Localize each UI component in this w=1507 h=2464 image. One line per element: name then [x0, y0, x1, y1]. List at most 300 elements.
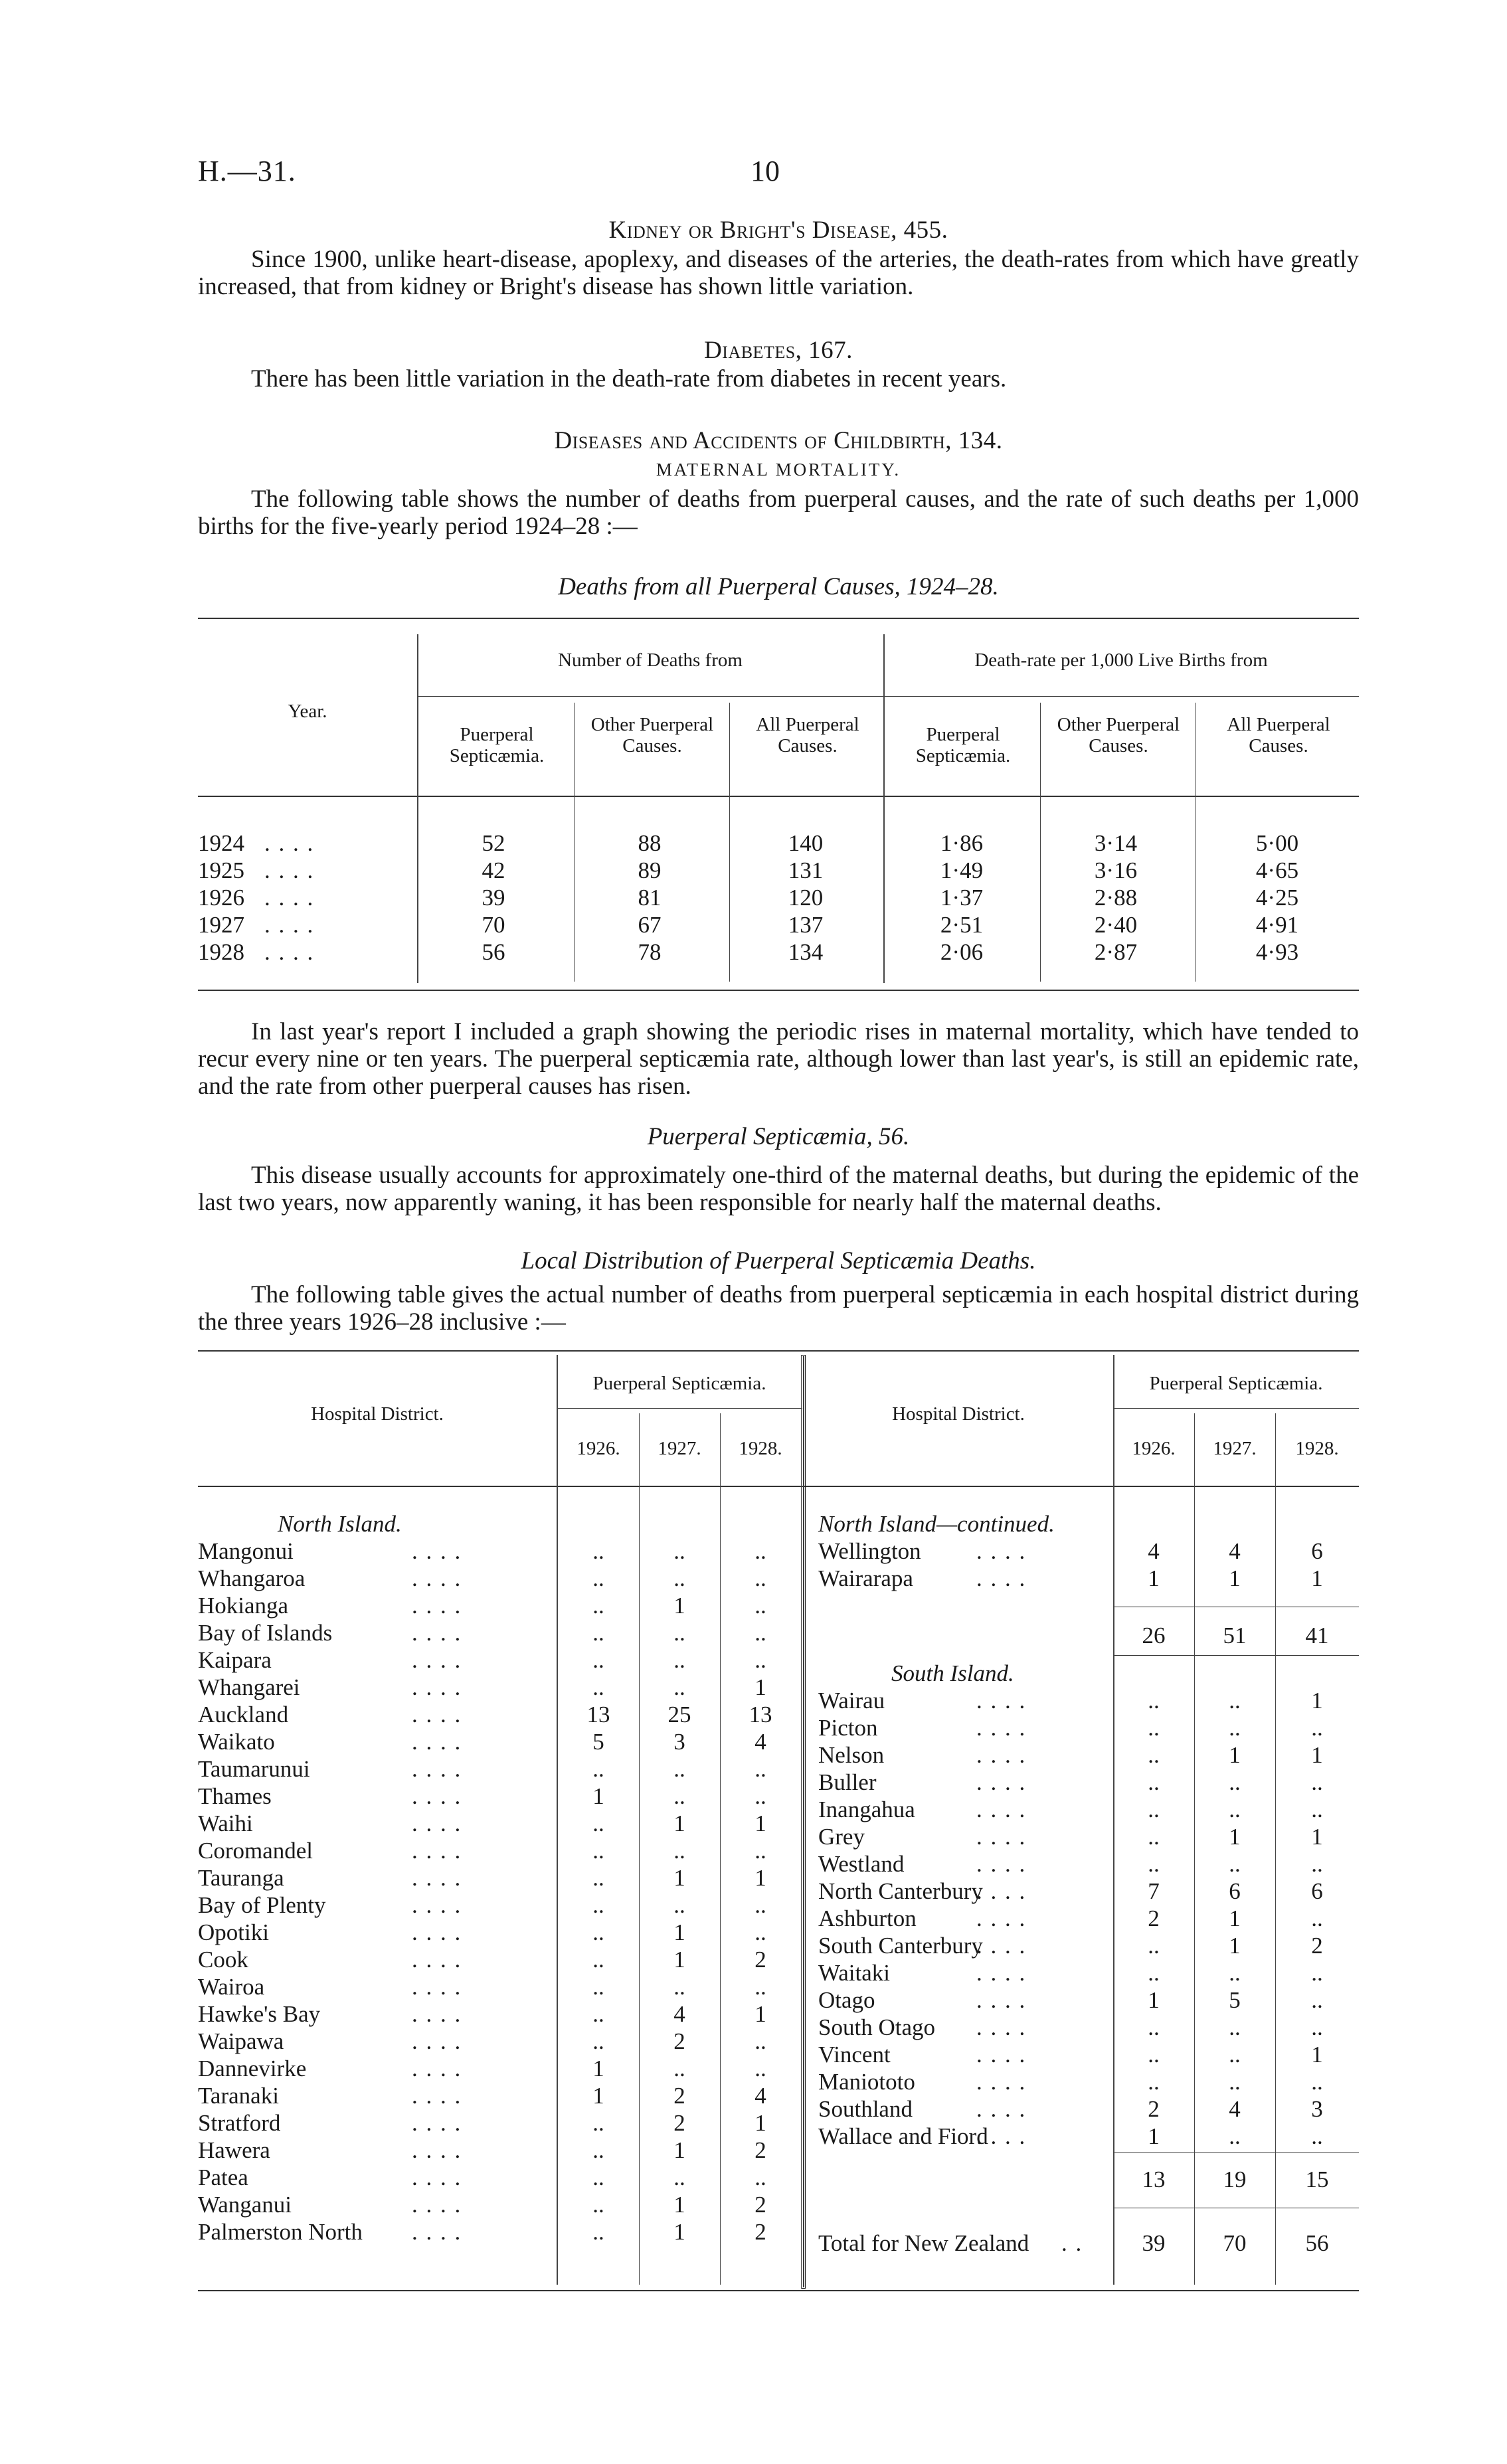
deaths-1926-cell: ..	[592, 2164, 604, 2190]
deaths-1928-cell: ..	[1311, 1715, 1323, 1741]
deaths-all-cell: 134	[788, 939, 824, 965]
leader-dots: . . . .	[976, 2042, 1027, 2068]
maternal-mortality-paragraph: In last year's report I included a graph showing the periodic rises in maternal mortality, which have tended to recur every nine or ten years. The puerperal septicæmia rate, although lower than last year's, is still an epidemic rate, and the rate from other puerperal causes has risen.	[198, 1018, 1359, 1100]
deaths-1928-cell: 1	[754, 2110, 766, 2136]
right-septicaemia-group-header: Puerperal Septicæmia.	[1149, 1373, 1323, 1394]
district-name-cell: Waitaki	[818, 1960, 890, 1986]
table-row	[0, 1851, 1507, 1878]
deaths-all-header: All Puerperal Causes.	[756, 714, 859, 756]
deaths-1927-cell: 25	[667, 1702, 691, 1727]
deaths-1928-cell: 1	[754, 1674, 766, 1700]
leader-dots: . . . .	[976, 2014, 1027, 2040]
deaths-1927-cell: ..	[673, 1674, 685, 1700]
table-row	[198, 885, 1359, 912]
deaths-1926-cell: ..	[592, 1620, 604, 1646]
deaths-1927-cell: ..	[673, 1538, 685, 1564]
leader-dots: . . . .	[264, 857, 315, 883]
deaths-1926-cell: 1	[592, 1783, 604, 1809]
deaths-1928-cell: ..	[754, 1538, 766, 1564]
subtotal-1928-cell: 41	[1305, 1623, 1329, 1648]
deaths-1927-cell: ..	[1229, 2123, 1241, 2149]
leader-dots: . . . .	[412, 2110, 462, 2136]
deaths-1928-cell: ..	[754, 1892, 766, 1918]
leader-dots: . . . .	[412, 1702, 462, 1727]
septicaemia-heading: Puerperal Septicæmia, 56.	[647, 1123, 910, 1150]
subtotal-1926-cell: 26	[1142, 1623, 1166, 1648]
leader-dots: . . . .	[412, 1756, 462, 1782]
district-name-cell: Grey	[818, 1824, 865, 1850]
deaths-1927-cell: ..	[673, 1647, 685, 1673]
leader-dots: . . . .	[976, 1960, 1027, 1986]
district-name-cell: Dannevirke	[198, 2056, 307, 2081]
district-name-cell: Auckland	[198, 1702, 289, 1727]
deaths-1927-cell: ..	[1229, 2014, 1241, 2040]
subtotal-1927-cell: 19	[1223, 2166, 1247, 2192]
diabetes-paragraph: There has been little variation in the death-rate from diabetes in recent years.	[251, 365, 1007, 393]
district-name-cell: Opotiki	[198, 1919, 269, 1945]
district-name-cell: Nelson	[818, 1742, 885, 1768]
district-name-cell: Taranaki	[198, 2083, 279, 2109]
deaths-1927-cell: 1	[673, 1919, 685, 1945]
deaths-1926-cell: ..	[592, 1974, 604, 2000]
septicaemia-paragraph: This disease usually accounts for approximately one-third of the maternal deaths, but during the epidemic of the last two years, now apparently waning, it has been responsible for nearly half the maternal deaths.	[198, 1162, 1359, 1216]
leader-dots: . . . .	[976, 2069, 1027, 2095]
deaths-all-cell: 137	[788, 912, 824, 938]
deaths-other-cell: 88	[638, 830, 662, 856]
deaths-1928-cell: ..	[754, 1974, 766, 2000]
deaths-1928-cell: 1	[1311, 1688, 1323, 1714]
deaths-1928-cell: 2	[754, 2137, 766, 2163]
deaths-1927-cell: ..	[673, 2164, 685, 2190]
district-name-cell: Hawke's Bay	[198, 2001, 321, 2027]
deaths-1926-cell: ..	[1148, 1688, 1160, 1714]
district-name-cell: Westland	[818, 1851, 905, 1877]
rate-all-cell: 4·93	[1255, 939, 1299, 965]
district-name-cell: Waihi	[198, 1810, 253, 1836]
deaths-other-cell: 81	[638, 885, 662, 911]
left-hospital-district-header: Hospital District.	[311, 1403, 444, 1425]
deaths-1928-cell: ..	[1311, 1960, 1323, 1986]
deaths-1928-cell: ..	[754, 1756, 766, 1782]
district-name-cell: Mangonui	[198, 1538, 294, 1564]
table-row	[0, 1987, 1507, 2014]
deaths-1927-cell: ..	[1229, 1960, 1241, 1986]
deaths-1928-cell: 6	[1311, 1878, 1323, 1904]
deaths-1926-cell: ..	[1148, 2069, 1160, 2095]
district-name-cell: Taumarunui	[198, 1756, 310, 1782]
district-name-cell: Wairau	[818, 1688, 885, 1714]
deaths-1928-cell: 1	[754, 1810, 766, 1836]
district-name-cell: South Canterbury	[818, 1933, 983, 1959]
deaths-1926-cell: ..	[1148, 1824, 1160, 1850]
leader-dots: . . . .	[976, 1742, 1027, 1768]
deaths-all-cell: 140	[788, 830, 824, 856]
district-name-cell: Tauranga	[198, 1865, 284, 1891]
deaths-1928-cell: ..	[1311, 1769, 1323, 1795]
deaths-other-cell: 78	[638, 939, 662, 965]
rate-other-cell: 2·88	[1094, 885, 1138, 911]
deaths-1926-cell: ..	[592, 1756, 604, 1782]
leader-dots: . . . .	[412, 1810, 462, 1836]
deaths-1927-cell: ..	[673, 1892, 685, 1918]
table-row	[0, 1688, 1507, 1715]
deaths-1927-cell: 1	[1229, 1742, 1241, 1768]
deaths-1926-cell: ..	[1148, 1742, 1160, 1768]
deaths-1927-cell: ..	[673, 1620, 685, 1646]
leader-dots: . . . .	[412, 1892, 462, 1918]
deaths-1928-cell: ..	[1311, 1797, 1323, 1822]
deaths-1928-cell: 1	[1311, 1565, 1323, 1591]
district-name-cell: Bay of Plenty	[198, 1892, 326, 1918]
deaths-1928-cell: ..	[754, 1919, 766, 1945]
grand-total-1928-cell: 56	[1305, 2230, 1329, 2256]
leader-dots: . . . .	[264, 939, 315, 965]
deaths-1927-cell: ..	[1229, 1715, 1241, 1741]
deaths-1926-cell: ..	[1148, 1933, 1160, 1959]
deaths-1926-cell: 7	[1148, 1878, 1160, 1904]
district-name-cell: Wairoa	[198, 1974, 265, 2000]
district-name-cell: North Canterbury	[818, 1878, 983, 1904]
deaths-1927-cell: ..	[673, 1783, 685, 1809]
district-name-cell: Picton	[818, 1715, 878, 1741]
deaths-1927-cell: 4	[1229, 2096, 1241, 2122]
deaths-1928-cell: ..	[754, 1620, 766, 1646]
deaths-1927-cell: 2	[673, 2083, 685, 2109]
deaths-1926-cell: ..	[592, 1538, 604, 1564]
deaths-1926-cell: ..	[592, 1947, 604, 1973]
deaths-1927-cell: 1	[1229, 1824, 1241, 1850]
leader-dots: . . . .	[976, 1538, 1027, 1564]
rate-septicaemia-header: Puerperal Septicæmia.	[915, 724, 1011, 766]
section-heading-text: South Island.	[891, 1660, 1014, 1686]
rate-septicaemia-cell: 1·37	[940, 885, 984, 911]
district-name-cell: Vincent	[818, 2042, 891, 2068]
deaths-1927-cell: ..	[673, 1838, 685, 1864]
leader-dots: . . . .	[976, 1851, 1027, 1877]
deaths-1927-cell: ..	[673, 2056, 685, 2081]
deaths-1928-cell: ..	[1311, 2014, 1323, 2040]
deaths-1926-cell: ..	[592, 2192, 604, 2218]
deaths-1926-cell: ..	[592, 2137, 604, 2163]
diabetes-heading: Diabetes, 167.	[704, 337, 853, 364]
table-row	[0, 2014, 1507, 2042]
deaths-1927-cell: ..	[673, 1565, 685, 1591]
page-number: 10	[751, 155, 780, 187]
deaths-1926-cell: ..	[592, 2028, 604, 2054]
deaths-1927-cell: 1	[673, 1865, 685, 1891]
childbirth-paragraph: The following table shows the number of deaths from puerperal causes, and the rate of such deaths per 1,000 births for the five-yearly period 1924–28 :—	[198, 485, 1359, 540]
subtotal-1927-cell: 51	[1223, 1623, 1247, 1648]
maternal-mortality-subheading: MATERNAL MORTALITY.	[656, 460, 901, 480]
deaths-1927-cell: 1	[1229, 1905, 1241, 1931]
table-row	[0, 2123, 1507, 2151]
table-row	[0, 1769, 1507, 1797]
leader-dots: . .	[1061, 2230, 1083, 2256]
deaths-1928-cell: 4	[754, 1729, 766, 1755]
deaths-1926-cell: ..	[592, 2001, 604, 2027]
table-row	[0, 1905, 1507, 1933]
leader-dots: . . . .	[412, 2001, 462, 2027]
deaths-other-cell: 67	[638, 912, 662, 938]
subtotal-1926-cell: 13	[1142, 2166, 1166, 2192]
leader-dots: . . . .	[412, 2056, 462, 2081]
deaths-septicaemia-cell: 56	[482, 939, 505, 965]
rate-other-cell: 3·16	[1094, 857, 1138, 883]
table-row	[0, 1797, 1507, 1824]
leader-dots: . . . .	[976, 1824, 1027, 1850]
leader-dots: . . . .	[412, 1674, 462, 1700]
deaths-1927-cell: ..	[1229, 1797, 1241, 1822]
deaths-1927-cell: 3	[673, 1729, 685, 1755]
deaths-1927-cell: 1	[673, 2192, 685, 2218]
table-row	[0, 1878, 1507, 1905]
leader-dots: . . . .	[264, 885, 315, 911]
leader-dots: . . . .	[412, 1538, 462, 1564]
deaths-1927-cell: 4	[1229, 1538, 1241, 1564]
district-name-cell: Stratford	[198, 2110, 281, 2136]
right-year-1926-header: 1926.	[1132, 1438, 1176, 1459]
left-septicaemia-group-header: Puerperal Septicæmia.	[592, 1373, 766, 1394]
deaths-all-cell: 120	[788, 885, 824, 911]
leader-dots: . . . .	[412, 2192, 462, 2218]
deaths-1926-cell: 1	[1148, 1565, 1160, 1591]
district-name-cell: Patea	[198, 2164, 248, 2190]
deaths-1926-cell: ..	[592, 2219, 604, 2245]
year-cell: 1927	[198, 912, 244, 938]
deaths-1928-cell: ..	[1311, 1987, 1323, 2013]
deaths-1927-cell: 1	[673, 1810, 685, 1836]
deaths-1926-cell: ..	[592, 1674, 604, 1700]
south-island-section-heading	[0, 1660, 1507, 1688]
leader-dots: . . . .	[264, 830, 315, 856]
section-heading-text: North Island—continued.	[818, 1511, 1055, 1537]
grand-total-1927-cell: 70	[1223, 2230, 1247, 2256]
deaths-1926-cell: ..	[1148, 1769, 1160, 1795]
right-hospital-district-header: Hospital District.	[892, 1403, 1025, 1425]
deaths-1926-cell: ..	[592, 1593, 604, 1619]
year-column-header: Year.	[288, 701, 327, 722]
deaths-1927-cell: ..	[673, 1756, 685, 1782]
year-cell: 1926	[198, 885, 244, 911]
right-year-1928-header: 1928.	[1295, 1438, 1339, 1459]
leader-dots: . . . .	[264, 912, 315, 938]
rate-all-cell: 4·25	[1255, 885, 1299, 911]
deaths-1928-cell: ..	[754, 1593, 766, 1619]
north-island-subtotal-row	[0, 1623, 1507, 1650]
deaths-1928-cell: 1	[1311, 2042, 1323, 2068]
district-name-cell: Otago	[818, 1987, 875, 2013]
deaths-1928-cell: ..	[1311, 2123, 1323, 2149]
leader-dots: . . . .	[412, 1838, 462, 1864]
table-row	[198, 857, 1359, 885]
local-distribution-paragraph: The following table gives the actual number of deaths from puerperal septicæmia in each hospital district during the three years 1926–28 inclusive :—	[198, 1281, 1359, 1336]
district-name-cell: Wellington	[818, 1538, 921, 1564]
table-row	[198, 830, 1359, 857]
table-row	[198, 939, 1359, 966]
district-name-cell: Maniototo	[818, 2069, 915, 2095]
rate-septicaemia-cell: 1·86	[940, 830, 984, 856]
deaths-1928-cell: 4	[754, 2083, 766, 2109]
deaths-all-cell: 131	[788, 857, 824, 883]
deaths-1928-cell: ..	[754, 1565, 766, 1591]
deaths-1927-cell: 5	[1229, 1987, 1241, 2013]
rate-all-header: All Puerperal Causes.	[1227, 714, 1330, 756]
table-row	[198, 912, 1359, 939]
leader-dots: . . . .	[976, 1878, 1027, 1904]
deaths-1926-cell: ..	[592, 1565, 604, 1591]
district-name-cell: Bay of Islands	[198, 1620, 333, 1646]
rate-septicaemia-cell: 1·49	[940, 857, 984, 883]
deaths-1928-cell: 2	[754, 2219, 766, 2245]
kidney-paragraph: Since 1900, unlike heart-disease, apoplexy, and diseases of the arteries, the death-rates from which have greatly increased, that from kidney or Bright's disease has shown little variation.	[198, 246, 1359, 300]
leader-dots: . . . .	[976, 1905, 1027, 1931]
deaths-1926-cell: ..	[592, 1647, 604, 1673]
year-cell: 1928	[198, 939, 244, 965]
table-row	[0, 1960, 1507, 1987]
local-distribution-heading: Local Distribution of Puerperal Septicæmia Deaths.	[521, 1247, 1036, 1275]
grand-total-row	[0, 2230, 1507, 2257]
district-name-cell: Waikato	[198, 1729, 275, 1755]
district-name-cell: Buller	[818, 1769, 877, 1795]
leader-dots: . . . .	[412, 1783, 462, 1809]
rate-all-cell: 4·91	[1255, 912, 1299, 938]
deaths-1928-cell: ..	[754, 1783, 766, 1809]
deaths-1927-cell: ..	[1229, 2042, 1241, 2068]
deaths-1926-cell: 2	[1148, 1905, 1160, 1931]
deaths-1927-cell: 1	[673, 1947, 685, 1973]
deaths-septicaemia-cell: 70	[482, 912, 505, 938]
deaths-1926-cell: ..	[1148, 1715, 1160, 1741]
deaths-1926-cell: ..	[592, 2110, 604, 2136]
leader-dots: . . . .	[412, 2083, 462, 2109]
deaths-septicaemia-cell: 39	[482, 885, 505, 911]
deaths-group-header: Number of Deaths from	[558, 650, 743, 671]
report-reference: H.—31.	[198, 155, 296, 187]
table-row	[0, 1933, 1507, 1960]
deaths-1927-cell: 2	[673, 2110, 685, 2136]
deaths-1926-cell: ..	[592, 1892, 604, 1918]
deaths-other-cell: 89	[638, 857, 662, 883]
leader-dots: . . . .	[976, 1565, 1027, 1591]
leader-dots: . . . .	[412, 2164, 462, 2190]
leader-dots: . . . .	[412, 1647, 462, 1673]
leader-dots: . . . .	[412, 1593, 462, 1619]
deaths-1927-cell: 2	[673, 2028, 685, 2054]
deaths-1928-cell: 2	[754, 2192, 766, 2218]
district-name-cell: Coromandel	[198, 1838, 313, 1864]
table-row	[0, 1565, 1507, 1593]
table1-caption: Deaths from all Puerperal Causes, 1924–28.	[558, 573, 999, 600]
district-name-cell: Wairarapa	[818, 1565, 913, 1591]
table-row	[0, 1538, 1507, 1565]
deaths-septicaemia-cell: 52	[482, 830, 505, 856]
deaths-1928-cell: ..	[1311, 1905, 1323, 1931]
kidney-heading: Kidney or Bright's Disease, 455.	[608, 217, 948, 244]
deaths-1928-cell: 1	[1311, 1742, 1323, 1768]
grand-total-1926-cell: 39	[1142, 2230, 1166, 2256]
childbirth-heading: Diseases and Accidents of Childbirth, 134.	[554, 427, 1003, 454]
right-year-1927-header: 1927.	[1213, 1438, 1257, 1459]
deaths-1927-cell: ..	[1229, 1851, 1241, 1877]
deaths-1928-cell: 13	[749, 1702, 772, 1727]
deaths-1926-cell: 2	[1148, 2096, 1160, 2122]
rate-all-cell: 5·00	[1255, 830, 1299, 856]
deaths-1928-cell: ..	[1311, 1851, 1323, 1877]
deaths-1926-cell: ..	[1148, 2014, 1160, 2040]
deaths-1927-cell: 1	[1229, 1565, 1241, 1591]
rate-septicaemia-cell: 2·51	[940, 912, 984, 938]
grand-total-label: Total for New Zealand	[818, 2230, 1029, 2256]
deaths-1928-cell: ..	[754, 1647, 766, 1673]
deaths-1928-cell: 3	[1311, 2096, 1323, 2122]
deaths-1928-cell: 1	[754, 2001, 766, 2027]
deaths-1928-cell: ..	[754, 2056, 766, 2081]
district-name-cell: Inangahua	[818, 1797, 915, 1822]
leader-dots: . . . .	[412, 2028, 462, 2054]
rate-other-header: Other Puerperal Causes.	[1057, 714, 1180, 756]
leader-dots: . . . .	[412, 1620, 462, 1646]
table-row	[0, 1742, 1507, 1769]
deaths-1927-cell: ..	[1229, 1769, 1241, 1795]
deaths-1927-cell: 4	[673, 2001, 685, 2027]
south-island-subtotal-row	[0, 2166, 1507, 2194]
year-cell: 1924	[198, 830, 244, 856]
deaths-1926-cell: 1	[592, 2056, 604, 2081]
leader-dots: . . . .	[412, 1974, 462, 2000]
leader-dots: . . . .	[976, 1797, 1027, 1822]
rate-other-cell: 2·40	[1094, 912, 1138, 938]
deaths-1926-cell: ..	[592, 1838, 604, 1864]
leader-dots: . . . .	[976, 1769, 1027, 1795]
left-year-1926-header: 1926.	[576, 1438, 620, 1459]
rate-group-header: Death-rate per 1,000 Live Births from	[974, 650, 1268, 671]
district-name-cell: Whangaroa	[198, 1565, 306, 1591]
deaths-1927-cell: 1	[673, 2137, 685, 2163]
deaths-1927-cell: 1	[673, 2219, 685, 2245]
deaths-1928-cell: 2	[1311, 1933, 1323, 1959]
deaths-1926-cell: 4	[1148, 1538, 1160, 1564]
leader-dots: . . . .	[976, 1933, 1027, 1959]
deaths-1926-cell: 1	[1148, 1987, 1160, 2013]
deaths-1928-cell: 2	[754, 1947, 766, 1973]
district-name-cell: Waipawa	[198, 2028, 284, 2054]
deaths-1926-cell: ..	[1148, 1851, 1160, 1877]
district-name-cell: Hokianga	[198, 1593, 289, 1619]
table-row	[0, 1593, 1507, 1620]
table-row	[0, 2096, 1507, 2123]
deaths-1927-cell: ..	[1229, 2069, 1241, 2095]
district-name-cell: South Otago	[818, 2014, 935, 2040]
deaths-1926-cell: ..	[1148, 1797, 1160, 1822]
deaths-1928-cell: 1	[1311, 1824, 1323, 1850]
deaths-1928-cell: ..	[1311, 2069, 1323, 2095]
deaths-1926-cell: ..	[1148, 2042, 1160, 2068]
year-cell: 1925	[198, 857, 244, 883]
deaths-1927-cell: ..	[673, 1974, 685, 2000]
rate-all-cell: 4·65	[1255, 857, 1299, 883]
leader-dots: . . . .	[412, 1565, 462, 1591]
leader-dots: . . . .	[412, 1919, 462, 1945]
deaths-1926-cell: ..	[592, 1865, 604, 1891]
deaths-1927-cell: 1	[1229, 1933, 1241, 1959]
leader-dots: . . . .	[412, 1729, 462, 1755]
table-row	[0, 2192, 1507, 2219]
north-island-continued-heading	[0, 1511, 1507, 1538]
leader-dots: . . . .	[976, 2096, 1027, 2122]
district-name-cell: Wallace and Fiord	[818, 2123, 988, 2149]
district-name-cell: Whangarei	[198, 1674, 300, 1700]
leader-dots: . . . .	[412, 2137, 462, 2163]
